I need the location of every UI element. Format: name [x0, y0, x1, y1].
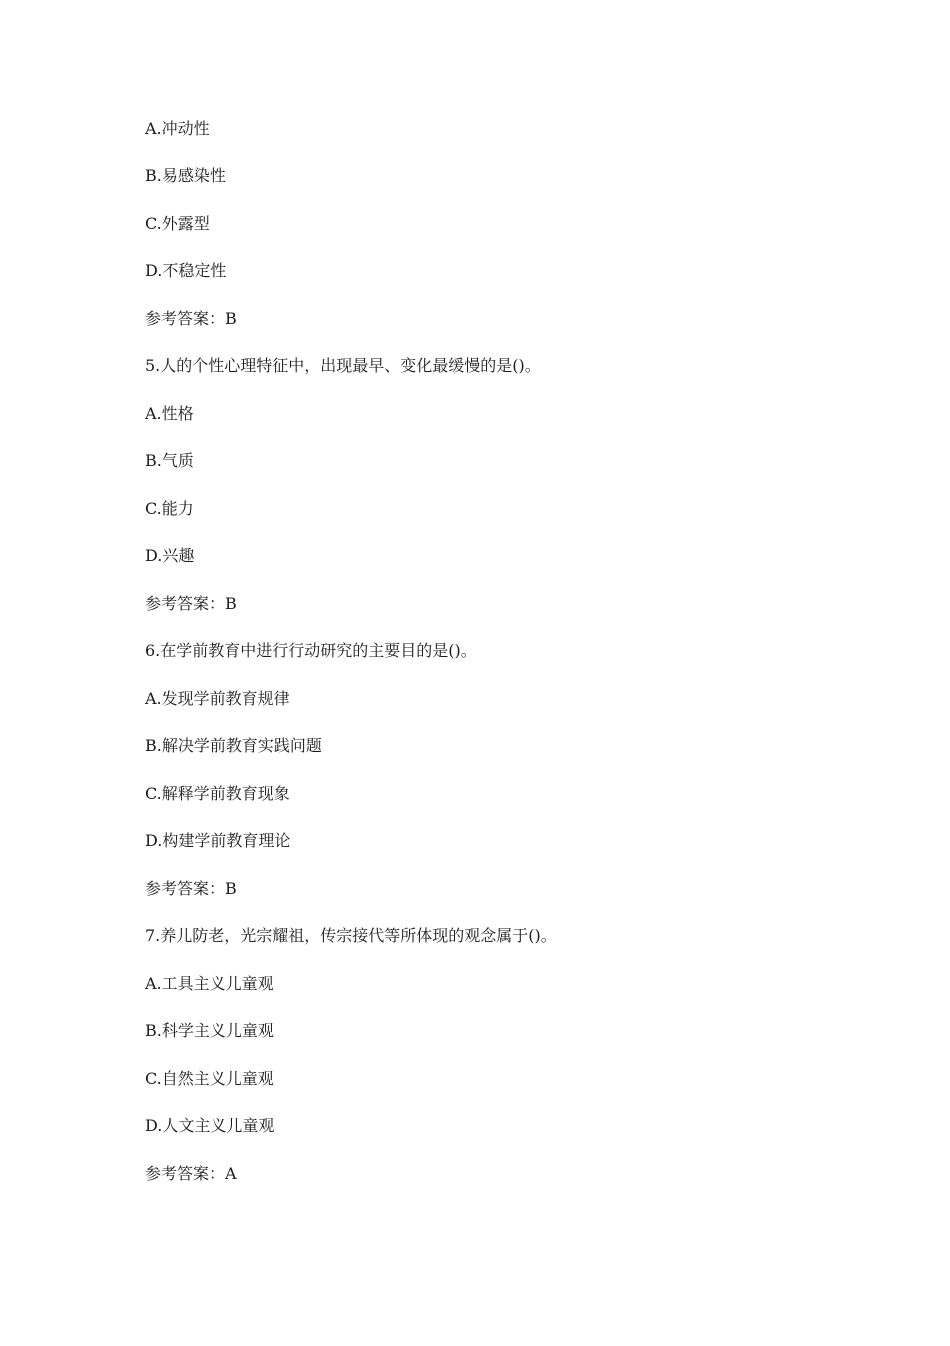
q4-option-d: D.不稳定性: [145, 261, 227, 280]
q5-answer: 参考答案：B: [145, 594, 237, 613]
q5-option-c: C.能力: [145, 499, 194, 518]
q6-option-d: D.构建学前教育理论: [145, 831, 291, 850]
q5-option-b: B.气质: [145, 451, 194, 470]
q5-stem: 5.人的个性心理特征中，出现最早、变化最缓慢的是()。: [145, 356, 541, 375]
q6-stem: 6.在学前教育中进行行动研究的主要目的是()。: [145, 641, 477, 660]
q5-option-d: D.兴趣: [145, 546, 195, 565]
q6-option-c: C.解释学前教育现象: [145, 784, 290, 803]
q7-answer: 参考答案：A: [145, 1164, 237, 1183]
q6-answer: 参考答案：B: [145, 879, 237, 898]
q4-option-c: C.外露型: [145, 214, 210, 233]
q6-option-b: B.解决学前教育实践问题: [145, 736, 322, 755]
q6-option-a: A.发现学前教育规律: [145, 689, 290, 708]
q7-option-a: A.工具主义儿童观: [145, 974, 274, 993]
q5-option-a: A.性格: [145, 404, 194, 423]
q4-option-b: B.易感染性: [145, 166, 226, 185]
q4-answer: 参考答案：B: [145, 309, 237, 328]
q7-option-b: B.科学主义儿童观: [145, 1021, 274, 1040]
q4-option-a: A.冲动性: [145, 119, 210, 138]
q7-option-d: D.人文主义儿童观: [145, 1116, 275, 1135]
q7-option-c: C.自然主义儿童观: [145, 1069, 274, 1088]
q7-stem: 7.养儿防老，光宗耀祖，传宗接代等所体现的观念属于()。: [145, 926, 557, 945]
